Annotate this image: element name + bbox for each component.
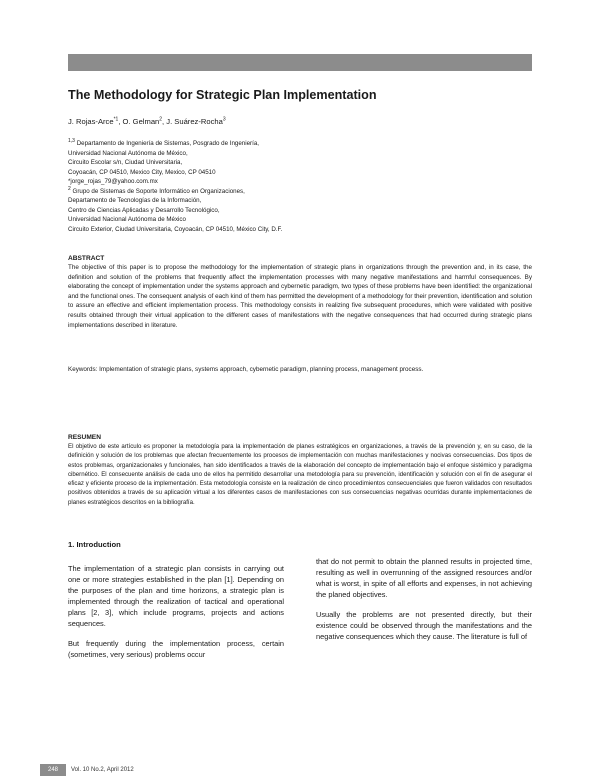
author-mark: 3 bbox=[222, 116, 226, 123]
author-name: O. Gelman bbox=[122, 117, 160, 126]
author-mark: *1 bbox=[113, 116, 119, 123]
volume-info: Vol. 10 No.2, April 2012 bbox=[71, 767, 134, 773]
affiliation-line: Centro de Ciencias Aplicadas y Desarrollo Tecnológico, bbox=[68, 206, 220, 214]
abstract-section bbox=[68, 254, 532, 330]
body-paragraph: The implementation of a strategic plan consists in carrying out one or more strategies established in the plan [1]. Depending on the purposes of the plan and time horizons, a strategic plan is implemented through the realization of tactical and operational plans [2, 3], which include programs, projects and actions sequences. bbox=[68, 564, 284, 628]
introduction-heading: 1. Introduction bbox=[68, 540, 121, 549]
resumen-heading: RESUMEN bbox=[68, 434, 101, 441]
author-name: J. Suárez-Rocha bbox=[166, 117, 223, 126]
affiliations bbox=[68, 139, 538, 234]
affiliation-line: Circuito Escolar s/n, Ciudad Universitaria, bbox=[68, 159, 183, 166]
body-paragraph: But frequently during the implementation process, certain (sometimes, very serious) problems occur bbox=[68, 639, 284, 659]
paper-title: The Methodology for Strategic Plan Implementation bbox=[68, 88, 377, 102]
abstract-heading: ABSTRACT bbox=[68, 255, 105, 262]
resumen-text: El objetivo de este artículo es proponer la metodología para la implementación de planes estratégicos en organizaciones, a través de la prevención y, en su caso, de la definición y solución de los problemas que afectan frecuentemente los procesos de implementación con muchas manifestaciones y nocivas consecuencias. Dos tipos de estos problemas, organizacionales y funcionales, han sido identificados a través de la elaboración del concepto de implementación bajo el enfoque sistémico y paradigma cibernético. El consecuente análisis de cada uno de ellos ha permitido desarrollar una metodología para su prevención, identificación y solución con el fin de asegurar el eficaz y eficiente proceso de la implementación. Esta metodología consiste en la realización de cinco procedimientos consecuenciales que fueron validados con resultados positivos obtenidos a través de su aplicación virtual a los diferentes casos de manifestaciones con sus consecuencias negativas ocurridas durante implementaciones de planes estratégicos descritos en la bibliografía. bbox=[68, 443, 532, 506]
affiliation-line: Universidad Nacional Autónoma de México, bbox=[68, 149, 188, 157]
resumen-section bbox=[68, 433, 532, 507]
header-bar bbox=[68, 54, 532, 71]
author-name: J. Rojas-Arce bbox=[68, 117, 114, 126]
body-column-right bbox=[316, 556, 532, 651]
email-address[interactable]: *jorge_rojas_79@yahoo.com.mx bbox=[68, 178, 158, 185]
abstract-text: The objective of this paper is to propose the methodology for the implementation of strategic plans in organizations through the prevention and, in its case, the definition and solution of the problems that frequently affect the implementation processes with many negative manifestations and harmful consequences. By elaborating the concept of implementation under the systems approach and cybernetic paradigm, two types of these problems have been identified: the organizational and the functional ones. The consequent analysis of each kind of them has permitted the development of a methodology for their prevention, identification and solution to assure an effective and efficient implementation process. This methodology consists in realizing five subsequent procedures, which were validated with positive results obtained through their virtual application to the different cases of manifestations with the negative consequences that had occurred during strategic plans implementations described in literature. bbox=[68, 264, 532, 329]
body-paragraph: Usually the problems are not presented directly, but their existence could be observed through the manifestations and the negative consequences which they cause. The literature is full of bbox=[316, 610, 532, 641]
affiliation-mark: 1,3 bbox=[68, 137, 75, 144]
affiliation-line: Departamento de Tecnologías de la Información, bbox=[68, 197, 202, 204]
body-column-left bbox=[68, 563, 284, 669]
keywords: Keywords: Implementation of strategic plans, systems approach, cybernetic paradigm, planning process, management process. bbox=[68, 366, 424, 373]
affiliation-mark: 2 bbox=[68, 185, 71, 192]
affiliation-line: Departamento de Ingeniería de Sistemas, Posgrado de Ingeniería, bbox=[76, 140, 259, 147]
author-mark: 2 bbox=[159, 116, 163, 123]
author-list: J. Rojas-Arce$^{*1}$, O. Gelman$^2$, J. Suárez-Rocha$^3$ bbox=[68, 116, 226, 126]
affiliation-line: Circuito Exterior, Ciudad Universitaria, Coyoacán, CP 04510, México City, D.F. bbox=[68, 225, 283, 233]
body-paragraph: that do not permit to obtain the planned results in projected time, resulting as well in overrunning of the assigned resources and/or what is worst, in spite of all efforts and expenses, in not achieving the planed objectives. bbox=[316, 557, 532, 599]
page-number: 248 bbox=[40, 764, 66, 776]
affiliation-line: Coyoacán, CP 04510, Mexico City, Mexico, CP 04510 bbox=[68, 168, 216, 176]
affiliation-line: Universidad Nacional Autónoma de México bbox=[68, 216, 186, 223]
affiliation-line: Grupo de Sistemas de Soporte Informático en Organizaciones, bbox=[72, 187, 245, 195]
